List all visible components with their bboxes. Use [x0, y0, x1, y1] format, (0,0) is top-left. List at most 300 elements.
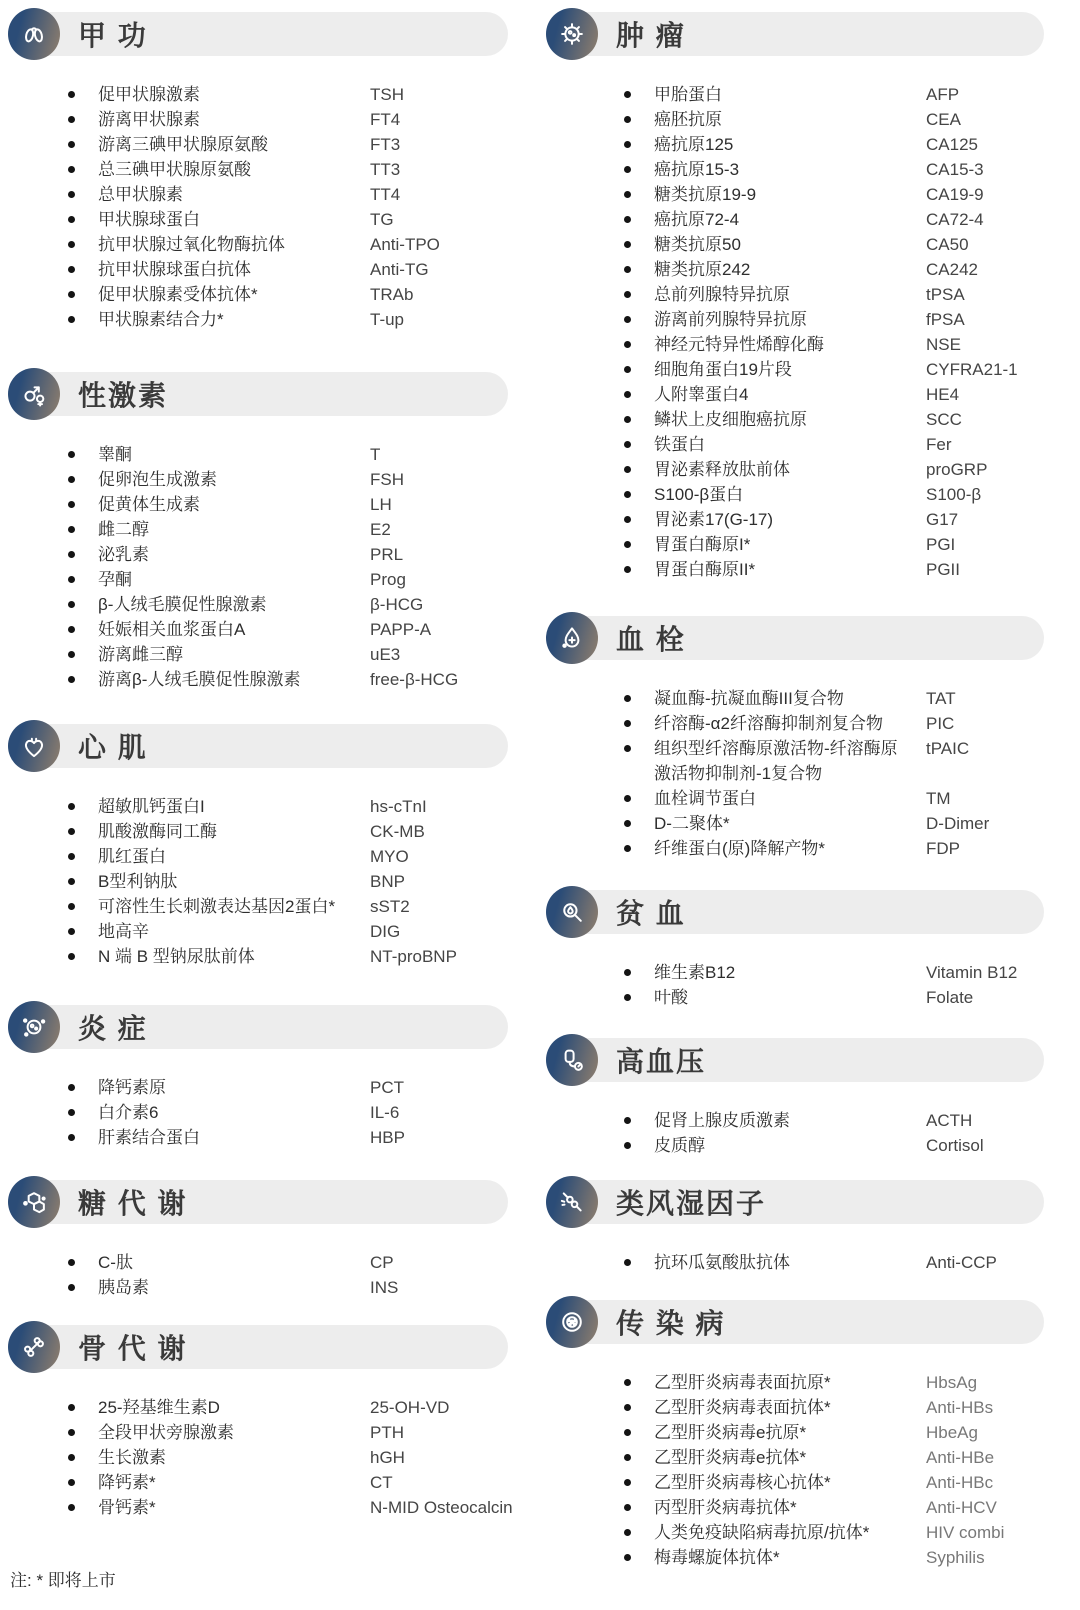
section-icon-badge: [8, 1176, 60, 1228]
assay-abbr: NT-proBNP: [370, 947, 457, 966]
assay-abbr: CT: [370, 1473, 393, 1492]
assay-item: [546, 1250, 1044, 1275]
assay-abbr: HbeAg: [926, 1423, 978, 1442]
section-title: 类风湿因子: [616, 1188, 767, 1219]
bullet-icon: [68, 1395, 98, 1420]
assay-name: 甲状腺球蛋白: [98, 210, 200, 229]
sex-hormone-icon: [18, 378, 50, 410]
assay-name: 胃蛋白酶原I*: [654, 535, 751, 554]
bullet-icon: [68, 107, 98, 132]
assay-list: [8, 1075, 508, 1150]
joint-icon: [556, 1186, 588, 1218]
assay-name: 鳞状上皮细胞癌抗原: [654, 410, 807, 429]
assay-item: [546, 257, 1044, 282]
section-inflammation: [8, 1001, 508, 1150]
bullet-icon: [624, 282, 654, 307]
assay-name: 维生素B12: [654, 963, 736, 982]
assay-item: [8, 667, 508, 692]
assay-item: [8, 517, 508, 542]
assay-abbr: PIC: [926, 714, 955, 733]
bullet-icon: [624, 257, 654, 282]
assay-abbr: CA72-4: [926, 210, 984, 229]
assay-abbr: CK-MB: [370, 822, 425, 841]
assay-item: [546, 107, 1044, 132]
assay-item: [8, 1495, 513, 1520]
section-icon-badge: [8, 1321, 60, 1373]
tumor-cell-icon: [556, 18, 588, 50]
assay-abbr: hGH: [370, 1448, 405, 1467]
assay-abbr: TRAb: [370, 285, 414, 304]
bullet-icon: [624, 132, 654, 157]
assay-name: 肌红蛋白: [98, 847, 166, 866]
assay-abbr: TM: [926, 789, 951, 808]
assay-item: [546, 1108, 1044, 1133]
assay-item: [8, 1395, 508, 1420]
assay-abbr: Anti-TG: [370, 260, 429, 279]
assay-name: 糖类抗原242: [654, 260, 751, 279]
inflammation-icon: [18, 1011, 50, 1043]
assay-item: [546, 557, 1044, 582]
assay-name: 可溶性生长刺激表达基因2蛋白*: [98, 897, 336, 916]
bullet-icon: [68, 182, 98, 207]
assay-item: [546, 960, 1044, 985]
assay-name: 游离β-人绒毛膜促性腺激素: [98, 670, 301, 689]
bullet-icon: [68, 517, 98, 542]
assay-abbr: CA19-9: [926, 185, 984, 204]
assay-abbr: fPSA: [926, 310, 965, 329]
section-icon-badge: [546, 8, 598, 60]
assay-name: 雌二醇: [98, 520, 149, 539]
assay-item: [546, 507, 1044, 532]
section-tumor: [546, 8, 1044, 582]
section-sex-hormones: [8, 368, 508, 692]
assay-item: [8, 492, 508, 517]
assay-name: 乙型肝炎病毒e抗体*: [654, 1448, 807, 1467]
assay-abbr: Vitamin B12: [926, 963, 1018, 982]
assay-name: 促肾上腺皮质激素: [654, 1111, 790, 1130]
bullet-icon: [68, 1250, 98, 1275]
assay-name: 骨钙素*: [98, 1498, 156, 1517]
bullet-icon: [624, 232, 654, 257]
assay-item: [8, 442, 508, 467]
assay-name: 抗甲状腺球蛋白抗体: [98, 260, 251, 279]
bullet-icon: [624, 1108, 654, 1133]
assay-abbr: Prog: [370, 570, 406, 589]
assay-name: 肌酸激酶同工酶: [98, 822, 217, 841]
section-header: [8, 1001, 508, 1053]
section-rheumatoid: [546, 1176, 1044, 1275]
assay-name: 糖类抗原19-9: [654, 185, 757, 204]
bullet-icon: [624, 711, 654, 736]
bullet-icon: [624, 786, 654, 811]
bullet-icon: [624, 432, 654, 457]
assay-abbr: free-β-HCG: [370, 670, 459, 689]
assay-abbr: FSH: [370, 470, 404, 489]
assay-name: D-二聚体*: [654, 814, 730, 833]
assay-item: [8, 567, 508, 592]
assay-abbr: CP: [370, 1253, 394, 1272]
section-header: [546, 8, 1044, 60]
assay-item: [8, 1445, 508, 1470]
section-header: [8, 8, 508, 60]
bullet-icon: [68, 257, 98, 282]
bullet-icon: [624, 82, 654, 107]
assay-item: [8, 894, 508, 919]
assay-name: 游离三碘甲状腺原氨酸: [98, 135, 268, 154]
assay-list: [8, 442, 508, 692]
assay-abbr: 25-OH-VD: [370, 1398, 450, 1417]
assay-item: [8, 82, 508, 107]
assay-item: [546, 836, 1044, 861]
assay-name: 乙型肝炎病毒表面抗体*: [654, 1398, 831, 1417]
bullet-icon: [624, 736, 654, 761]
assay-abbr: CA125: [926, 135, 978, 154]
section-icon-badge: [8, 1001, 60, 1053]
assay-name: 甲胎蛋白: [654, 85, 722, 104]
bullet-icon: [68, 1075, 98, 1100]
bullet-icon: [68, 1125, 98, 1150]
assay-item: [546, 232, 1044, 257]
bullet-icon: [68, 1275, 98, 1300]
assay-name: 抗环瓜氨酸肽抗体: [654, 1253, 790, 1272]
assay-abbr: PCT: [370, 1078, 404, 1097]
assay-name: 胃蛋白酶原II*: [654, 560, 756, 579]
assay-item: [546, 686, 1044, 711]
assay-item: [8, 642, 508, 667]
assay-item: [546, 1420, 1044, 1445]
section-title: 肿 瘤: [616, 20, 686, 51]
assay-name: 白介素6: [98, 1103, 159, 1122]
assay-item: [546, 207, 1044, 232]
assay-abbr: IL-6: [370, 1103, 400, 1122]
assay-item: [546, 1470, 1044, 1495]
assay-name: β-人绒毛膜促性腺激素: [98, 595, 267, 614]
blood-pressure-icon: [556, 1044, 588, 1076]
bullet-icon: [624, 1520, 654, 1545]
assay-item: [8, 257, 508, 282]
assay-item: [546, 332, 1044, 357]
section-title: 高血压: [616, 1046, 707, 1077]
bone-icon: [18, 1331, 50, 1363]
bullet-icon: [68, 819, 98, 844]
assay-item: [8, 1250, 508, 1275]
assay-item: [8, 869, 508, 894]
section-header: [546, 1176, 1044, 1228]
assay-name: 妊娠相关血浆蛋白A: [98, 620, 246, 639]
bullet-icon: [68, 157, 98, 182]
bullet-icon: [624, 1445, 654, 1470]
assay-abbr: T-up: [370, 310, 405, 329]
assay-item: [8, 844, 508, 869]
bullet-icon: [624, 1133, 654, 1158]
section-header: [546, 1296, 1044, 1348]
assay-item: [8, 282, 508, 307]
bullet-icon: [68, 794, 98, 819]
assay-abbr: ACTH: [926, 1111, 973, 1130]
bullet-icon: [624, 182, 654, 207]
assay-name: 皮质醇: [654, 1136, 705, 1155]
assay-name: 促黄体生成素: [98, 495, 200, 514]
assay-abbr: PTH: [370, 1423, 404, 1442]
assay-item: [546, 82, 1044, 107]
assay-name: 泌乳素: [98, 545, 149, 564]
bullet-icon: [68, 207, 98, 232]
assay-name: 总甲状腺素: [98, 185, 183, 204]
assay-abbr: PGI: [926, 535, 956, 554]
section-infectious: [546, 1296, 1044, 1570]
assay-name: 纤维蛋白(原)降解产物*: [654, 839, 825, 858]
assay-item: [8, 1470, 508, 1495]
assay-abbr: CA15-3: [926, 160, 984, 179]
assay-name: 游离前列腺特异抗原: [654, 310, 807, 329]
bullet-icon: [68, 944, 98, 969]
section-title: 贫 血: [616, 898, 686, 929]
assay-abbr: LH: [370, 495, 392, 514]
assay-name: 乙型肝炎病毒e抗原*: [654, 1423, 807, 1442]
section-header: [546, 886, 1044, 938]
assay-list: [8, 794, 508, 969]
bullet-icon: [68, 617, 98, 642]
section-icon-badge: [546, 886, 598, 938]
assay-name: 全段甲状旁腺激素: [98, 1423, 234, 1442]
section-hypertension: [546, 1034, 1044, 1158]
assay-abbr: BNP: [370, 872, 405, 891]
bullet-icon: [624, 382, 654, 407]
assay-name: 癌抗原15-3: [654, 160, 740, 179]
assay-name: 总三碘甲状腺原氨酸: [98, 160, 251, 179]
section-icon-badge: [8, 8, 60, 60]
bullet-icon: [68, 1470, 98, 1495]
bullet-icon: [68, 467, 98, 492]
blood-drop-icon: [556, 622, 588, 654]
assay-name: 生长激素: [98, 1448, 166, 1467]
assay-name: 癌抗原72-4: [654, 210, 740, 229]
assay-item: [546, 1395, 1044, 1420]
assay-list: [546, 1250, 1044, 1275]
assay-item: [8, 1100, 508, 1125]
assay-abbr: Anti-CCP: [926, 1253, 997, 1272]
glucose-molecule-icon: [18, 1186, 50, 1218]
section-title: 甲 功: [78, 20, 148, 51]
bullet-icon: [68, 82, 98, 107]
assay-item: [8, 1125, 508, 1150]
section-header: [8, 720, 508, 772]
assay-item: [8, 132, 508, 157]
assay-abbr: Folate: [926, 988, 974, 1007]
assay-list: [8, 1395, 513, 1520]
bullet-icon: [68, 232, 98, 257]
section-header: [8, 1321, 508, 1373]
assay-name: 降钙素原: [98, 1078, 166, 1097]
assay-name: 超敏肌钙蛋白I: [98, 797, 205, 816]
bullet-icon: [68, 1495, 98, 1520]
assay-abbr: Anti-HBs: [926, 1398, 994, 1417]
virus-icon: [556, 1306, 588, 1338]
assay-name: 游离甲状腺素: [98, 110, 200, 129]
assay-abbr: Syphilis: [926, 1548, 985, 1567]
assay-name: 肝素结合蛋白: [98, 1128, 200, 1147]
bullet-icon: [624, 357, 654, 382]
bullet-icon: [624, 532, 654, 557]
bullet-icon: [624, 811, 654, 836]
bullet-icon: [624, 1470, 654, 1495]
section-header: [546, 612, 1044, 664]
assay-name: 人类免疫缺陷病毒抗原/抗体*: [654, 1523, 870, 1542]
bullet-icon: [68, 592, 98, 617]
assay-abbr: CYFRA21-1: [926, 360, 1018, 379]
section-icon-badge: [8, 368, 60, 420]
bullet-icon: [68, 307, 98, 332]
bullet-icon: [624, 1420, 654, 1445]
bullet-icon: [68, 919, 98, 944]
section-thrombosis: [546, 612, 1044, 861]
bullet-icon: [624, 307, 654, 332]
bullet-icon: [68, 282, 98, 307]
assay-item: [8, 182, 508, 207]
assay-name: 丙型肝炎病毒抗体*: [654, 1498, 797, 1517]
assay-abbr: Anti-HCV: [926, 1498, 997, 1517]
assay-abbr: FT3: [370, 135, 401, 154]
assay-name: 促甲状腺激素: [98, 85, 200, 104]
assay-name: N 端 B 型钠尿肽前体: [98, 947, 255, 966]
section-header: [8, 1176, 508, 1228]
section-title: 心 肌: [78, 732, 148, 763]
assay-list: [546, 960, 1044, 1010]
section-icon-badge: [546, 1034, 598, 1086]
section-icon-badge: [546, 1296, 598, 1348]
assay-name: B型利钠肽: [98, 872, 178, 891]
assay-abbr: HbsAg: [926, 1373, 978, 1392]
assay-name: 癌胚抗原: [654, 110, 722, 129]
assay-abbr: D-Dimer: [926, 814, 990, 833]
assay-abbr: S100-β: [926, 485, 982, 504]
assay-abbr: T: [370, 445, 381, 464]
bullet-icon: [624, 332, 654, 357]
bullet-icon: [624, 1495, 654, 1520]
bullet-icon: [624, 1545, 654, 1570]
thyroid-icon: [18, 18, 50, 50]
bullet-icon: [68, 492, 98, 517]
bullet-icon: [68, 132, 98, 157]
bullet-icon: [624, 1250, 654, 1275]
right-column: [546, 0, 1044, 1610]
bullet-icon: [624, 207, 654, 232]
section-title: 骨 代 谢: [78, 1333, 188, 1364]
assay-abbr: SCC: [926, 410, 962, 429]
assay-list: [546, 1108, 1044, 1158]
assay-name: 血栓调节蛋白: [654, 789, 756, 808]
section-icon-badge: [546, 612, 598, 664]
assay-abbr: TSH: [370, 85, 404, 104]
assay-list: [546, 1370, 1044, 1570]
bullet-icon: [68, 542, 98, 567]
assay-name: 促卵泡生成激素: [98, 470, 217, 489]
bullet-icon: [68, 642, 98, 667]
assay-abbr: FT4: [370, 110, 401, 129]
assay-item: [546, 1133, 1044, 1158]
assay-item: [8, 1075, 508, 1100]
bullet-icon: [68, 894, 98, 919]
section-icon-badge: [8, 720, 60, 772]
assay-abbr: hs-cTnI: [370, 797, 427, 816]
bullet-icon: [624, 157, 654, 182]
section-title: 传 染 病: [616, 1308, 726, 1339]
assay-abbr: Anti-HBe: [926, 1448, 995, 1467]
assay-abbr: HIV combi: [926, 1523, 1005, 1542]
assay-item: [8, 944, 508, 969]
assay-abbr: AFP: [926, 85, 960, 104]
footnote: 注: * 即将上市: [10, 1571, 116, 1590]
assay-item: [546, 157, 1044, 182]
assay-item: [546, 532, 1044, 557]
assay-abbr: CA50: [926, 235, 969, 254]
assay-item: [546, 457, 1044, 482]
bullet-icon: [68, 667, 98, 692]
assay-item: [546, 132, 1044, 157]
assay-abbr: G17: [926, 510, 959, 529]
assay-list: [8, 1250, 508, 1300]
section-title: 性激素: [78, 380, 169, 411]
section-bone: [8, 1321, 513, 1520]
assay-item: [546, 811, 1044, 836]
assay-item: [546, 432, 1044, 457]
assay-item: [8, 232, 508, 257]
bullet-icon: [68, 844, 98, 869]
assay-item: [8, 794, 508, 819]
assay-item: [546, 1495, 1044, 1520]
assay-name: 细胞角蛋白19片段: [654, 360, 792, 379]
assay-item: [546, 736, 1044, 786]
heart-icon: [18, 730, 50, 762]
assay-abbr: N-MID Osteocalcin: [370, 1498, 513, 1517]
section-icon-badge: [546, 1176, 598, 1228]
assay-name: 降钙素*: [98, 1473, 156, 1492]
assay-item: [546, 985, 1044, 1010]
bullet-icon: [624, 985, 654, 1010]
assay-list: [546, 686, 1044, 861]
bullet-icon: [624, 686, 654, 711]
assay-item: [8, 107, 508, 132]
assay-abbr: FDP: [926, 839, 960, 858]
assay-item: [546, 711, 1044, 736]
assay-name: 糖类抗原50: [654, 235, 741, 254]
assay-name: 胰岛素: [98, 1278, 149, 1297]
assay-name: 人附睾蛋白4: [654, 385, 749, 404]
assay-name: 组织型纤溶酶原激活物-纤溶酶原激活物抑制剂-1复合物: [654, 739, 898, 783]
assay-item: [8, 617, 508, 642]
section-header: [8, 368, 508, 420]
bullet-icon: [68, 1100, 98, 1125]
assay-abbr: sST2: [370, 897, 410, 916]
assay-abbr: PGII: [926, 560, 961, 579]
assay-name: 癌抗原125: [654, 135, 734, 154]
assay-name: 凝血酶-抗凝血酶III复合物: [654, 689, 844, 708]
assay-abbr: NSE: [926, 335, 961, 354]
assay-name: 神经元特异性烯醇化酶: [654, 335, 824, 354]
assay-item: [8, 919, 508, 944]
bullet-icon: [624, 557, 654, 582]
bullet-icon: [624, 1370, 654, 1395]
bullet-icon: [624, 107, 654, 132]
assay-abbr: tPAIC: [926, 739, 970, 758]
assay-name: S100-β蛋白: [654, 485, 744, 504]
assay-item: [8, 1275, 508, 1300]
assay-name: 游离雌三醇: [98, 645, 183, 664]
bullet-icon: [624, 1395, 654, 1420]
bullet-icon: [68, 567, 98, 592]
assay-item: [546, 407, 1044, 432]
bullet-icon: [624, 836, 654, 861]
